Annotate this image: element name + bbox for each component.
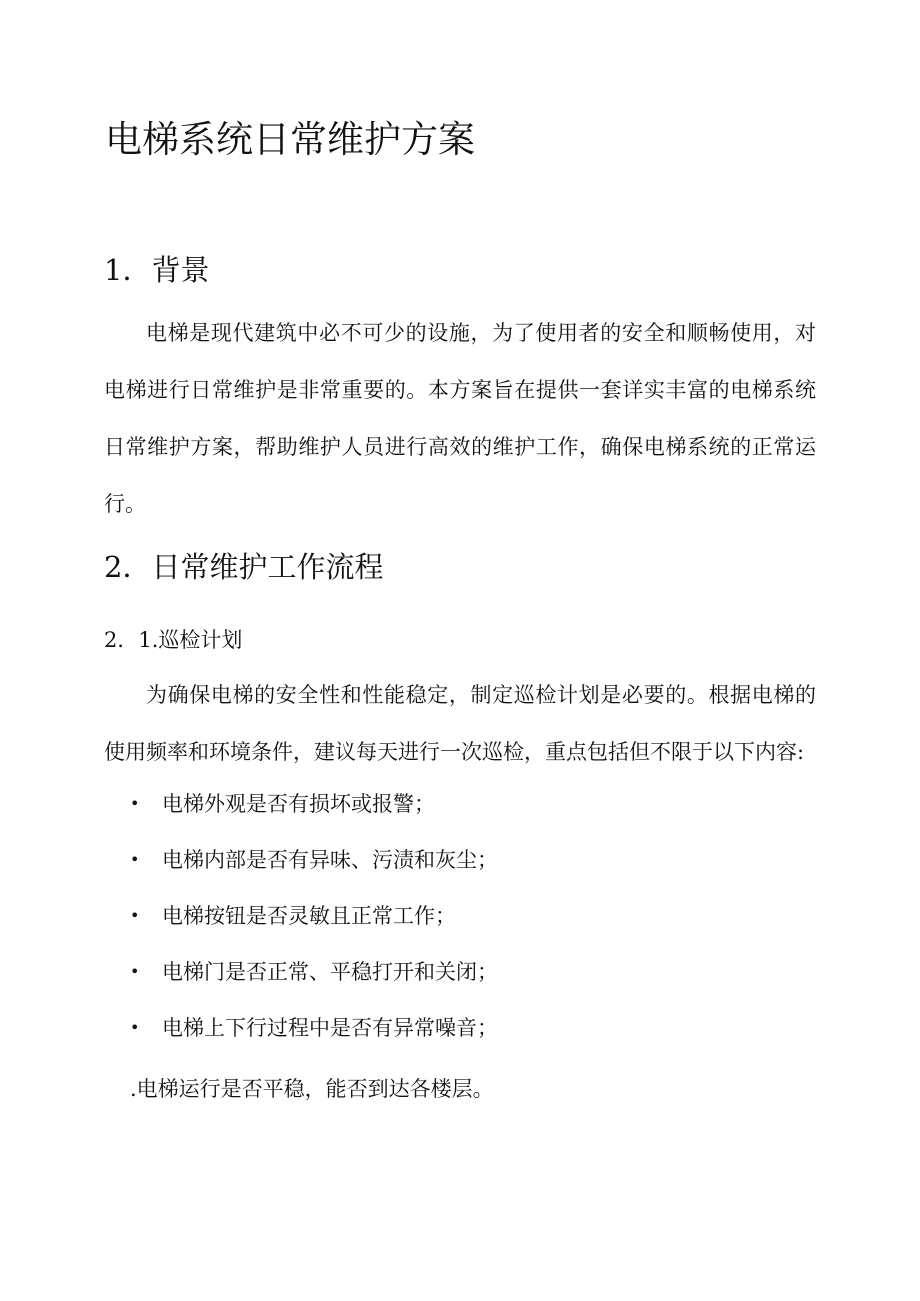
section-heading-workflow: 2．日常维护工作流程 [104, 550, 384, 584]
bullet-icon: • [130, 1018, 140, 1037]
list-item-text: 电梯外观是否有损坏或报警； [162, 792, 435, 816]
list-item [104, 776, 816, 832]
list-item-text: 电梯门是否正常、平稳打开和关闭； [162, 960, 498, 984]
subsection-heading-inspection-plan: 2．1.巡检计划 [104, 628, 243, 652]
background-paragraph: 电梯是现代建筑中必不可少的设施，为了使用者的安全和顺畅使用，对电梯进行日常维护是非常重要的。本方案旨在提供一套详实丰富的电梯系统日常维护方案，帮助维护人员进行高效的维护工作，确保电梯系统的正常运行。 [104, 321, 816, 516]
bullet-icon: • [130, 906, 140, 925]
list-item-text: 电梯上下行过程中是否有异常噪音； [162, 1016, 498, 1040]
inspection-checklist [104, 776, 816, 1056]
list-item-text: 电梯按钮是否灵敏且正常工作； [162, 904, 456, 928]
document-title: 电梯系统日常维护方案 [105, 118, 475, 161]
list-item [104, 1000, 816, 1056]
section-heading-background: 1．背景 [104, 253, 210, 287]
list-item [104, 944, 816, 1000]
list-item [104, 888, 816, 944]
list-item [104, 832, 816, 888]
bullet-icon: • [130, 850, 140, 869]
inspection-plan-paragraph: 为确保电梯的安全性和性能稳定，制定巡检计划是必要的。根据电梯的使用频率和环境条件，建议每天进行一次巡检，重点包括但不限于以下内容: [104, 683, 816, 764]
bullet-icon: • [130, 962, 140, 981]
trailing-list-item: .电梯运行是否平稳，能否到达各楼层。 [130, 1077, 494, 1101]
bullet-icon: • [130, 794, 140, 813]
list-item-text: 电梯内部是否有异味、污渍和灰尘； [162, 848, 498, 872]
